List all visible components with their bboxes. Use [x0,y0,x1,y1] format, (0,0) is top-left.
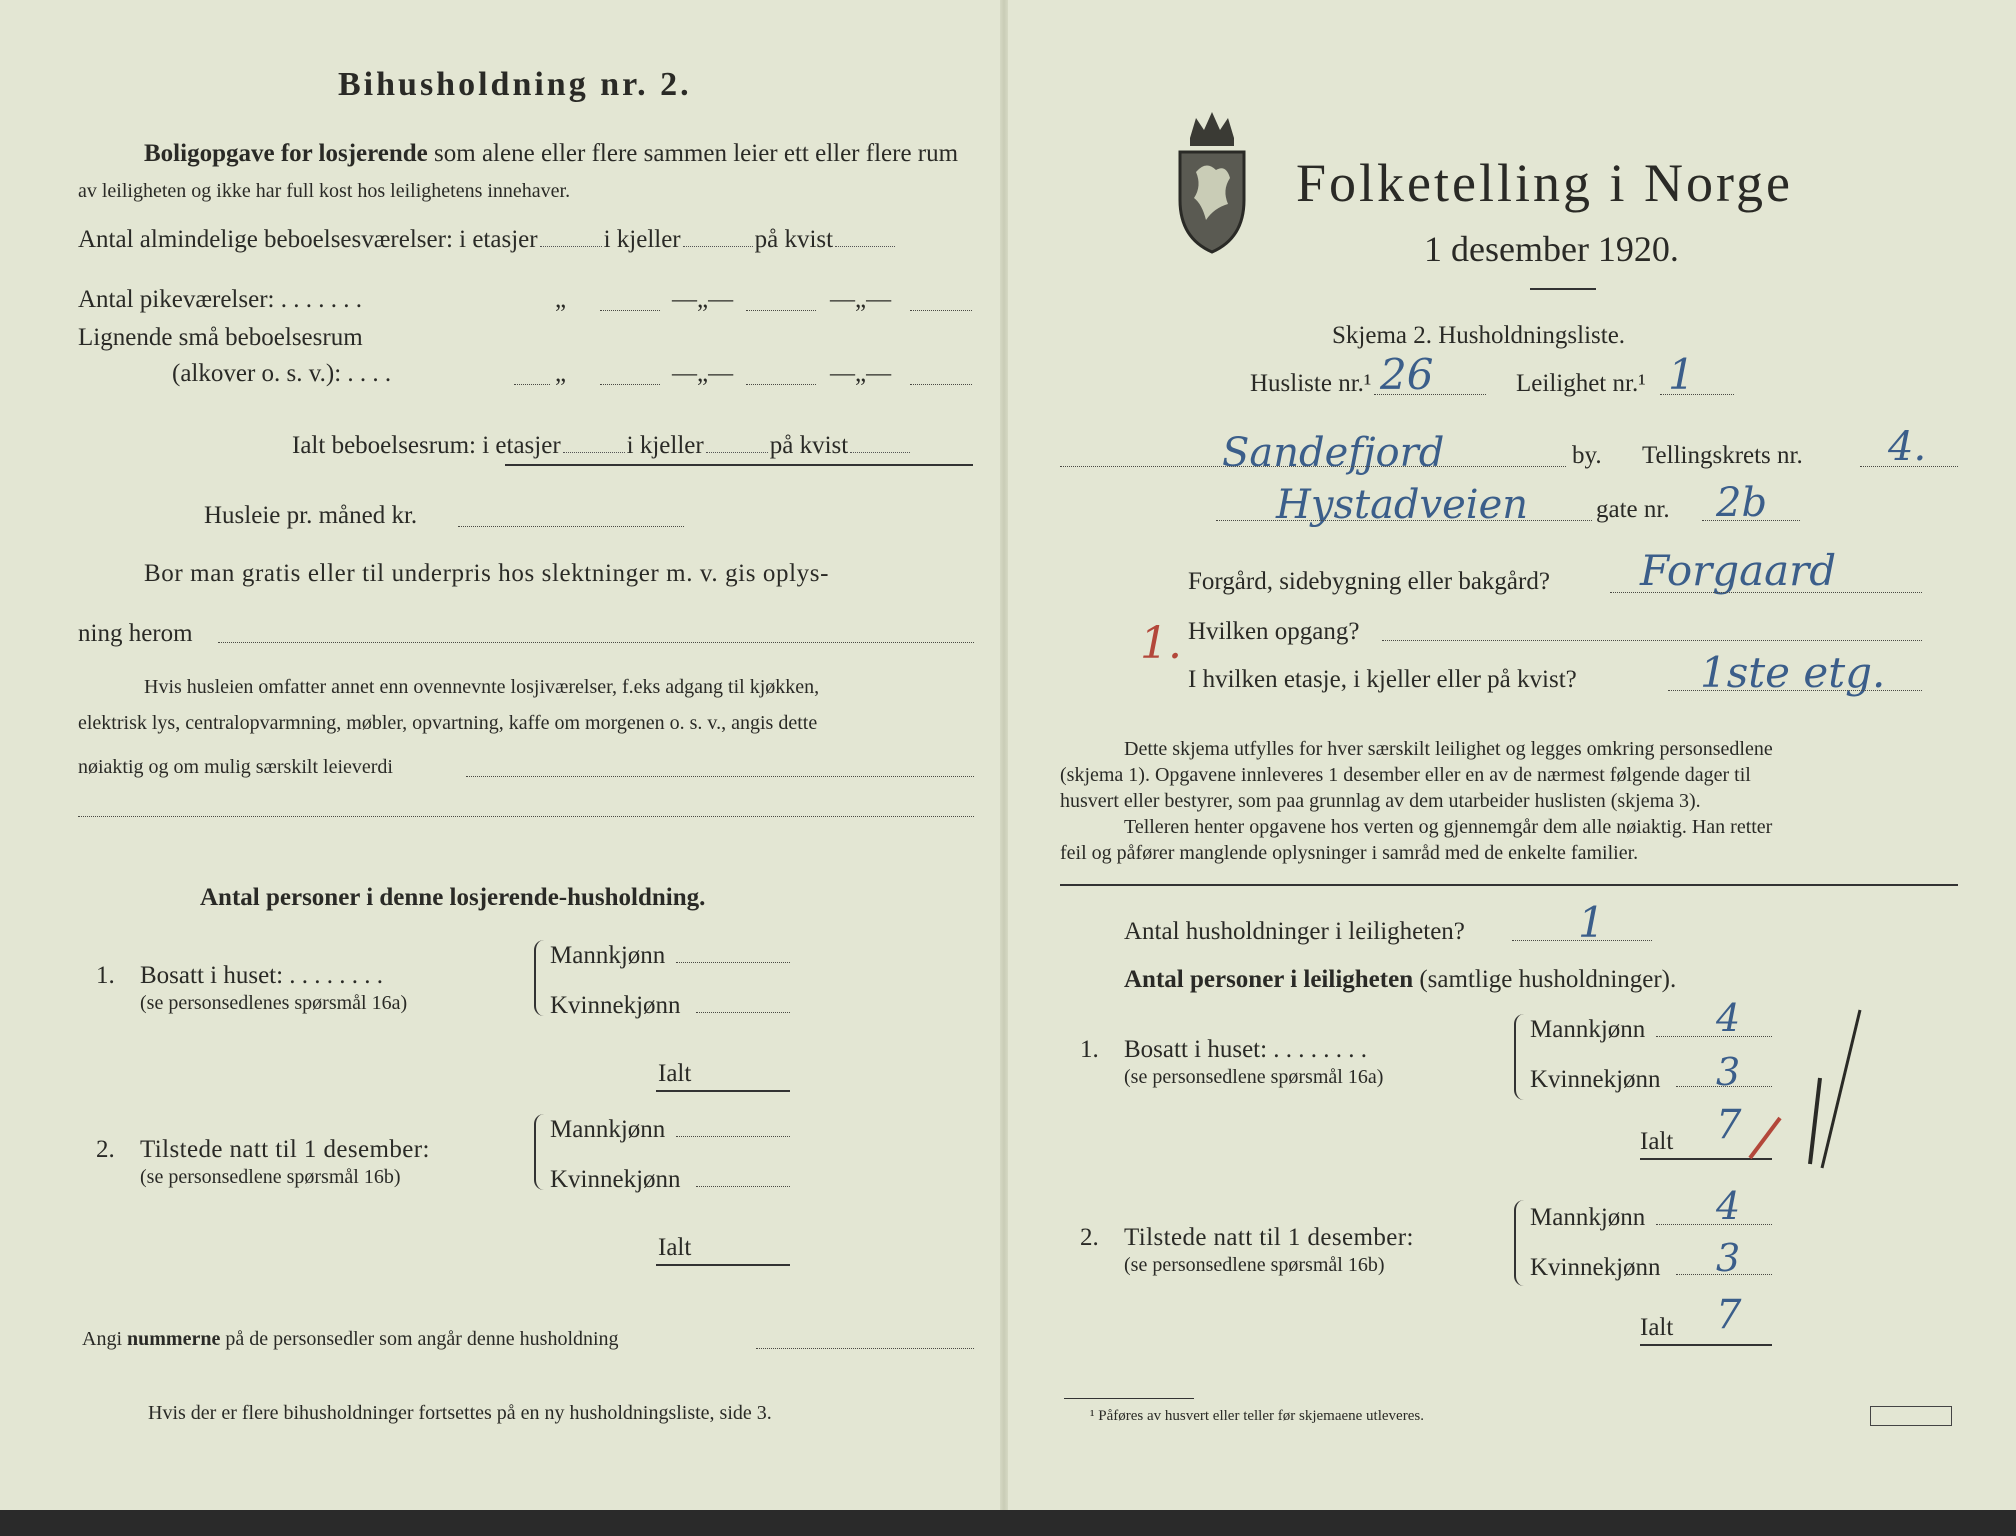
i-kjeller-label: i kjeller [603,226,681,253]
paa-kvist-label-2: på kvist [769,432,849,459]
row-ialt-beboelsesrum [292,432,912,460]
left-q1-mann: Mannkjønn [550,942,666,969]
page-fold [1000,0,1008,1510]
instr-line-c: husvert eller bestyrer, som paa grunnlag av dem utarbeider huslisten (skjema 3). [1060,790,1701,812]
right-q2-ialt-value: 7 [1716,1292,1742,1338]
left-q1-label: Bosatt i huset: . . . . . . . . [140,962,384,989]
left-q1-ialt: Ialt [658,1060,692,1087]
note-line-b: elektrisk lys, centralopvarmning, møbler, opvartning, kaffe om morgenen o. s. v., angis dette [78,712,818,734]
ditto-3: —„— [830,286,892,313]
angi-line [82,1328,619,1351]
right-q1-mann-value: 4 [1716,996,1741,1040]
instr-line-e: feil og påfører manglende oplysninger i samråd med de enkelte familier. [1060,842,1639,864]
check-marks-icon [1720,1008,1880,1178]
row-almindelige [78,226,897,254]
right-q1-kvinne-value: 3 [1716,1050,1741,1094]
etasje-label: I hvilken etasje, i kjeller eller på kvist? [1188,666,1577,693]
right-q2-kvinne-value: 3 [1716,1236,1741,1280]
forgaard-value: Forgaard [1640,546,1837,595]
right-q1-sub: (se personsedlene spørsmål 16a) [1124,1066,1384,1088]
ditto-5: —„— [672,360,734,387]
right-q1-ialt: Ialt [1640,1128,1674,1155]
right-persons-bold: Antal personer i leiligheten [1124,966,1414,993]
right-date: 1 desember 1920. [1424,229,1679,269]
row-lignende-b: (alkover o. s. v.): . . . . [172,360,392,387]
right-q1-label: Bosatt i huset: . . . . . . . . [1124,1036,1368,1063]
left-q2-mann: Mannkjønn [550,1116,666,1143]
angi-a: Angi [82,1328,122,1350]
forgaard-label: Forgård, sidebygning eller bakgård? [1188,568,1550,595]
left-persons-heading: Antal personer i denne losjerende-husholdning. [200,884,706,911]
ditto-6: —„— [830,360,892,387]
left-q2-label: Tilstede natt til 1 desember: [140,1136,430,1163]
instr-line-d: Telleren henter opgavene hos verten og gjennemgår dem alle nøiaktig. Han retter [1124,816,1773,838]
antal-hush-label: Antal husholdninger i leiligheten? [1124,918,1465,945]
margin-mark: 1. [1140,618,1182,669]
left-q2-num: 2. [96,1136,115,1163]
right-q2-mann-value: 4 [1716,1184,1741,1228]
right-q2-num: 2. [1080,1224,1099,1251]
krets-value: 4. [1888,424,1927,470]
gratis-line-b: ning herom [78,620,193,647]
husliste-value: 26 [1380,350,1434,399]
paa-kvist-label: på kvist [754,226,834,253]
right-q2-mann: Mannkjønn [1530,1204,1646,1231]
i-kjeller-label-2: i kjeller [626,432,704,459]
right-q2-kvinne: Kvinnekjønn [1530,1254,1661,1281]
gate-nr-value: 2b [1716,480,1768,526]
right-q2-ialt: Ialt [1640,1314,1674,1341]
right-persons-rest: (samtlige husholdninger). [1419,966,1677,993]
intro-bold: Boligopgave for losjerende [144,140,428,167]
instr-line-a: Dette skjema utfylles for hver særskilt leilighet og legges omkring personsedlene [1124,738,1773,760]
husleie-label: Husleie pr. måned kr. [204,502,418,529]
left-q1-kvinne: Kvinnekjønn [550,992,681,1019]
leilighet-value: 1 [1668,350,1695,399]
right-q2-sub: (se personsedlene spørsmål 16b) [1124,1254,1385,1276]
instr-line-b: (skjema 1). Opgavene innleveres 1 desember eller en av de nærmest følgende dager til [1060,764,1751,786]
leilighet-label: Leilighet nr.¹ [1516,370,1646,397]
etasje-value: 1ste etg. [1700,648,1886,697]
intro-rest: som alene eller flere sammen leier ett eller flere rum [434,140,959,167]
krets-label: Tellingskrets nr. [1642,442,1803,469]
right-q2-label: Tilstede natt til 1 desember: [1124,1224,1414,1251]
left-footer: Hvis der er flere bihusholdninger fortsettes på en ny husholdningsliste, side 3. [148,1402,772,1424]
husliste-label: Husliste nr.¹ [1250,370,1372,397]
ditto-1: „ [555,286,567,313]
footnote: ¹ Påføres av husvert eller teller før skjemaene utleveres. [1090,1408,1424,1424]
antal-hush-value: 1 [1578,898,1605,947]
intro-line-2: av leiligheten og ikke har full kost hos leilighetens innehaver. [78,180,571,202]
by-label: by. [1572,442,1602,469]
ditto-2: —„— [672,286,734,313]
left-q2-ialt: Ialt [658,1234,692,1261]
angi-b: nummerne [127,1328,221,1350]
left-q1-sub: (se personsedlenes spørsmål 16a) [140,992,408,1014]
left-q2-sub: (se personsedlene spørsmål 16b) [140,1166,401,1188]
right-persons-heading [1124,966,1676,994]
gratis-line-a: Bor man gratis eller til underpris hos slektninger m. v. gis oplys- [144,560,830,587]
coat-of-arms-icon [1176,108,1248,254]
row-lignende-a: Lignende små beboelsesrum [78,324,363,351]
ialt-beboelsesrum-label: Ialt beboelsesrum: i etasjer [292,432,561,459]
intro-line-1 [144,140,958,168]
printer-stamp [1870,1406,1952,1426]
row-almindelige-label: Antal almindelige beboelsesværelser: i etasjer [78,226,538,253]
left-q1-num: 1. [96,962,115,989]
left-title: Bihusholdning nr. 2. [338,66,692,103]
opgang-label: Hvilken opgang? [1188,618,1360,645]
left-q2-kvinne: Kvinnekjønn [550,1166,681,1193]
gate-label: gate nr. [1596,496,1670,523]
right-q1-mann: Mannkjønn [1530,1016,1646,1043]
note-line-c: nøiaktig og om mulig særskilt leieverdi [78,756,393,778]
right-q1-ialt-value: 7 [1716,1102,1742,1148]
skjema-label: Skjema 2. Husholdningsliste. [1332,322,1626,349]
gate-value: Hystadveien [1276,482,1529,528]
note-line-a: Hvis husleien omfatter annet enn ovennevnte losjiværelser, f.eks adgang til kjøkken, [144,676,820,698]
ditto-4: „ [555,360,567,387]
row-pikevaerelser: Antal pikeværelser: . . . . . . . [78,286,362,313]
right-q1-num: 1. [1080,1036,1099,1063]
by-value: Sandefjord [1222,430,1445,476]
angi-c: på de personsedler som angår denne husholdning [225,1328,619,1350]
right-title: Folketelling i Norge [1296,153,1793,213]
right-q1-kvinne: Kvinnekjønn [1530,1066,1661,1093]
